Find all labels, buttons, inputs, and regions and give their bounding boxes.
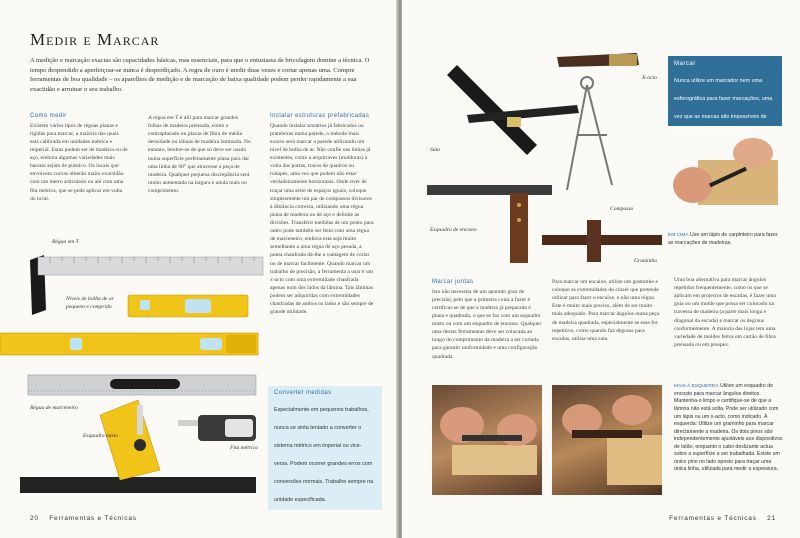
intro-paragraph: A medição e marcação exactas são capacidades básicas, mas essenciais, para que o entusiasta de bricolagem domine a técnica. O tempo despendido a aperfeiçoar-se nunca é desperdiçado. A regra de ouro é medir duas vezes e cortar apenas uma. Compre ferramentas de boa qualidade – os aparelhos de medição e de marcação de baixa qualidade podem perder rapidamente a sua exactidão e arruinar o seu trabalho.: [30, 57, 370, 93]
convert-measures-box: [268, 386, 382, 510]
column-prefab: [270, 112, 374, 316]
page-number: 20: [30, 515, 39, 522]
try-square-image: [427, 185, 552, 263]
combination-square-image: [20, 400, 256, 493]
caption-tape: Fita métrica: [230, 445, 258, 451]
column-how-to-measure: [30, 112, 128, 203]
left-folio: [30, 515, 137, 522]
tools-illustration: [0, 215, 270, 515]
caption-try-square: Esquadro de encosto: [430, 227, 477, 233]
column-marking-joints: [432, 278, 544, 361]
caption-ruler: Régua de marceneiro: [30, 405, 78, 411]
body-text: Para marcar um encaixe, utilize um graminho e coloque as extremidades do cinzel que pretende utilizar para fazer o encaixe, e não uma régua. Este é muito mais preciso, além de ser muito mais adequado. Para marcar ângulos numa peça de madeira quadrada, especialmente se esse for repetitivo, como quando faz degraus para escadas, utilize uma suta.: [552, 279, 660, 342]
column-mortise: [552, 278, 662, 343]
bevel-image: [447, 65, 579, 155]
column-tsquare-text: [148, 114, 252, 195]
column-templates: [674, 276, 782, 349]
try-square-photo: [432, 385, 542, 495]
caption-compass: Compasso: [610, 206, 634, 212]
section-heading: Marcar juntas: [432, 279, 474, 285]
marking-gauge-image: [542, 220, 662, 262]
body-text: Existem vários tipos de réguas planas e rígidas para marcar, a maioria das quais está calibrada em unidades métrica e imperial. Estas podem ser de madeira ou de aço, embora algumas variedades mais baratas sejam de plástico. Os locais que envolvem curvas obterão maior exactidão com um metro articulado ou até com uma fita métrica, que se pode aplicar em volta do local.: [30, 122, 128, 202]
section-heading: Como medir: [30, 113, 67, 119]
section-heading: Instalar estruturas prefabricadas: [270, 113, 370, 119]
caption-levels: Níveis de bolha de ar pequeno e comprido: [66, 296, 114, 310]
box-title: Marcar: [674, 60, 696, 67]
marking-tools-illustration: [427, 45, 667, 270]
caption-xacto: X-acto: [642, 75, 657, 81]
right-folio: [669, 515, 776, 522]
body-text: Isto não necessita de um apurado grau de precisão, pelo que a primeira coisa a fazer é certificar-se de que a madeira já preparada é plana e quadrada, o que se faz com um esquadro misto ou com um esquadro de encosto. Qualquer uma destas ferramentas deve ser colocada ao longo do comprimento da madeira a ser cortada para garantir uniformidade e uma configuração quadrada.: [432, 288, 542, 360]
compass-image: [567, 77, 612, 190]
lower-photo-caption: MAIS À ESQUERDA Utilize um esquadro de encosto para marcar ângulos direitos. Mantenha-o limpo e certifique-se de que a lâmina não está solta. Pode ser utilizado com um lápis ou um x-acto, como indicado. À esquerda: Utilize um graminho para marcar directamente a madeira. Os dois pinos são independentemente ajustáveis aos dispositivos de latão, enquanto o cabo deslizante actua sobre a superfície a ser trabalhada. Existe um único pino no lado oposto para traçar uma única linha, utilizada para medir a espessura.: [674, 383, 783, 473]
marking-tip-box: [668, 56, 782, 138]
box-text: Nunca utilize um marcador nem uma esferográfica para fazer marcações, uma vez que as marcas são impossíveis de retirar e arruinarão o seu trabalho.: [674, 78, 773, 138]
left-page: [0, 0, 398, 538]
body-text: Uma boa alternativa para marcar ângulos repetidos frequentemente, como os que se aplicam em projectos de escadas, é fazer uma guia ou um molde que possa ser colocado na travessa de madeira (a parte mais longa e diagonal da escada) e marcar os degraus conformemente. A maioria das lojas tem uma variedade de moldes feitos em cartão de fibra prensada ou em prespex.: [674, 277, 776, 348]
pencil-marking-photo: [668, 125, 782, 229]
caption-combo-square: Esquadro misto: [83, 433, 119, 439]
page-title: Medir e Marcar: [30, 30, 160, 49]
marking-gauge-photo: [552, 385, 662, 495]
long-level-image: [0, 333, 258, 355]
caption-tsquare: Régua em T: [52, 239, 79, 245]
box-text: Especialmente em pequenos trabalhos, nunca se sinta tentado a converter o sistema métrico em imperial ou vice-versa. Podem ocorrer grandes erros com conversões normais. Trabalhe sempre na unidade especificada.: [274, 407, 374, 503]
page-number: 21: [767, 515, 776, 522]
caption-bevel: Suta: [430, 147, 440, 153]
xacto-image: [557, 53, 639, 67]
steel-rule-image: [28, 375, 256, 395]
tape-measure-image: [178, 415, 256, 441]
body-text: A régua em T é útil para marcar grandes folhas de madeira prensada, como o contraplacado ou placas de fibra de média densidade ou tábuas de madeira laminada. No entanto, lembre-se de que só deve ser usada numa superfície perfeitamente plana para dar uma linha de 90° que atravesse a peça de madeira. Qualquer pequena discrepância será muito aumentada na largura e ainda mais no comprimento.: [148, 115, 251, 194]
box-title: Converter medidas: [274, 390, 332, 396]
running-footer: Ferramentas e Técnicas: [49, 515, 137, 522]
body-text: Quando instalar armários já fabricados ou prateleiras numa parede, o método mais exacto será marcar a parede utilizando um nível de bolha de ar. Não confie nas linhas já existentes, como a arquitraves (molduras) à volta das portas, tracos de quadros ou rodapés, uma vez que podem não estar verdadeiramente horizontais. Onde tiver de traçar uma série de espaços iguais, coloque simplesmente um par de compassos divisores à distância correcta, utilizando uma régua plana de madeira ou de aço e delinite as divisões. Transferir medidas de um ponto para outro pode também ser feito com uma régua de marceneiro; embora esta seja muito semelhante a uma régua de aço pesada, a ponta chanfrada dá-lhe a vantagem de cortar ou de marcar facilmente. Quando marcar um trabalho de precisão, a ferramenta a usar é um x-acto com uma extremidade chanfrada apenas num dos lados da lâmina. Tais lâminas podem ser adquiridas com extremidades chanfradas de ambos os lados e são sempre de grande utilidade.: [270, 122, 374, 316]
photo-caption: EM CIMA Use um lápis de carpinteiro para fazer as marcações de madeiras.: [668, 232, 778, 246]
right-page: [402, 0, 800, 538]
caption-marking-gauge: Graminho: [634, 258, 657, 264]
small-level-image: [128, 295, 248, 317]
running-footer: Ferramentas e Técnicas: [669, 515, 757, 522]
